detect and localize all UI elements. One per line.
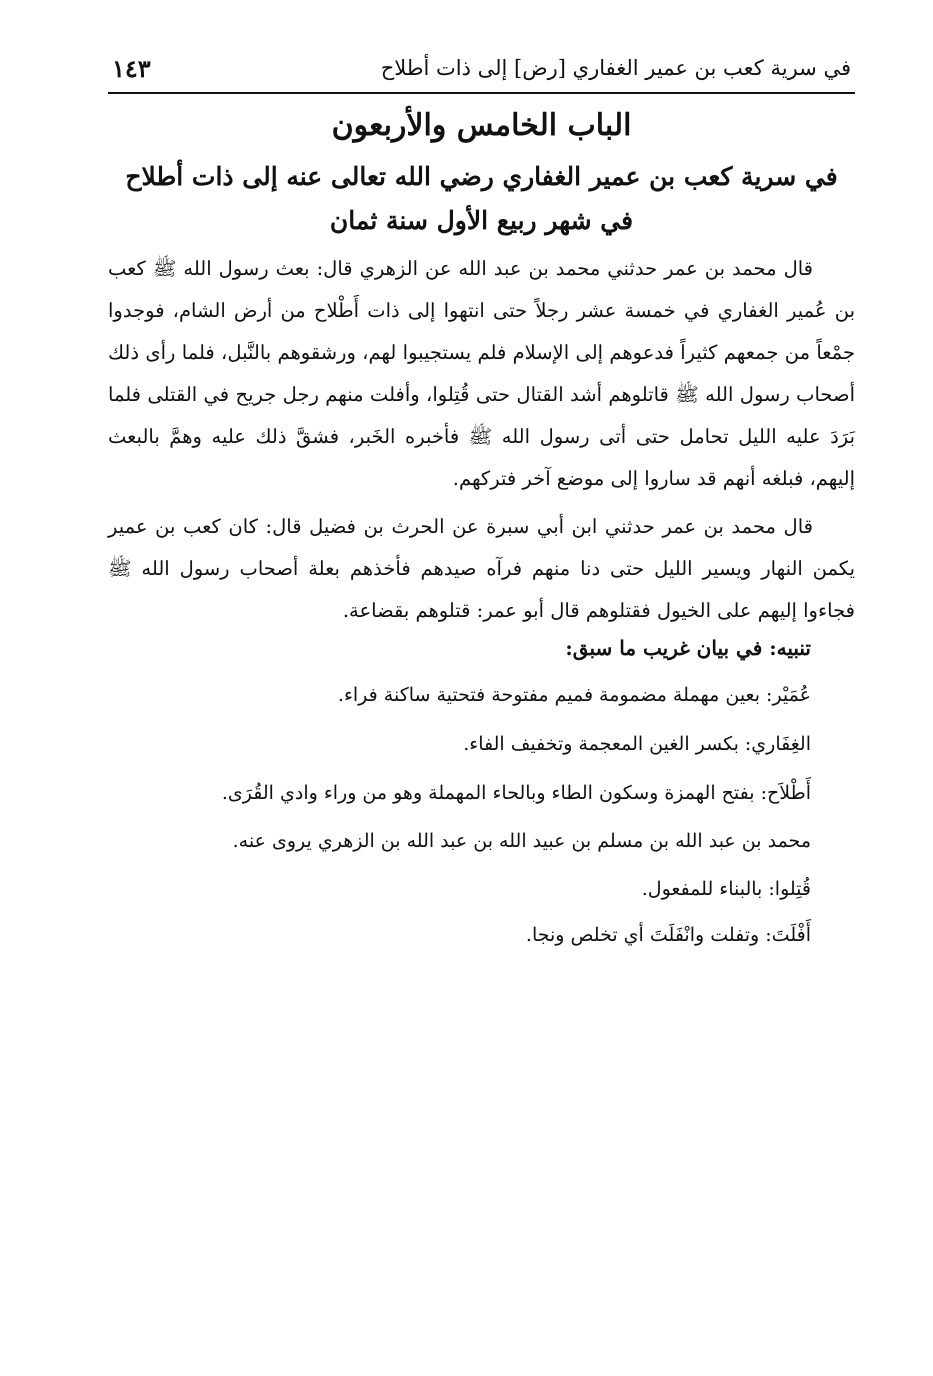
- gloss-entry: [108, 924, 811, 946]
- gloss-term: أَطْلاَح:: [760, 782, 811, 804]
- gloss-text: بعين مهملة مضمومة فميم مفتوحة فتحتية ساكنة فراء.: [337, 684, 767, 706]
- gloss-entry: [108, 684, 811, 706]
- body-paragraph-1: قال محمد بن عمر حدثني محمد بن عبد الله عن الزهري قال: بعث رسول الله ﷺ كعب بن عُمير الغفاري في خمسة عشر رجلاً حتى انتهوا إلى ذات أَطْلاح من أرض الشام، فوجدوا جمْعاً من جمعهم كثيراً فدعوهم إلى الإسلام فلم يستجيبوا لهم، ورشقوهم بالنَّبل، فلما رأى ذلك أصحاب رسول الله ﷺ قاتلوهم أشد القتال حتى قُتِلوا، وأفلت منهم رجل جريح في القتلى فلما بَرَدَ عليه الليل تحامل حتى أتى رسول الله ﷺ فأخبره الخَبر، فشقَّ ذلك عليه وهمَّ بالبعث إليهم، فبلغه أنهم قد ساروا إلى موضع آخر فتركهم.: [108, 257, 855, 490]
- gloss-entry: [108, 733, 811, 755]
- running-header: [108, 54, 855, 94]
- gloss-term: الغِفَاري:: [744, 733, 811, 755]
- gloss-term: أَفْلَتَ:: [765, 924, 811, 946]
- notes-heading: تنبيه: في بيان غريب ما سبق:: [565, 636, 811, 660]
- chapter-subtitle-line1: في سرية كعب بن عمير الغفاري رضي الله تعالى عنه إلى ذات أطلاح: [125, 162, 838, 191]
- gloss-text: بالبناء للمفعول.: [641, 878, 769, 900]
- gloss-entry: [108, 782, 811, 804]
- running-title: في سرية كعب بن عمير الغفاري [رض] إلى ذات أطلاح: [380, 56, 851, 80]
- chapter-subtitle-line2: في شهر ربيع الأول سنة ثمان: [329, 206, 634, 235]
- gloss-term: عُمَيْر:: [766, 684, 811, 706]
- gloss-text: محمد بن عبد الله بن مسلم بن عبيد الله بن عبد الله بن الزهري يروى عنه.: [232, 830, 811, 852]
- gloss-entry: [108, 878, 811, 900]
- gloss-entry: [108, 830, 811, 852]
- gloss-term: قُتِلوا:: [768, 878, 811, 900]
- gloss-text: بكسر الغين المعجمة وتخفيف الفاء.: [463, 733, 745, 755]
- chapter-title: الباب الخامس والأربعون: [331, 108, 632, 143]
- gloss-text: بفتح الهمزة وسكون الطاء وبالحاء المهملة وهو من وراء وادي القُرَى.: [221, 782, 761, 804]
- page-number: ١٤٣: [112, 54, 151, 83]
- body-paragraph-2: قال محمد بن عمر حدثني ابن أبي سبرة عن الحرث بن فضيل قال: كان كعب بن عمير يكمن النهار ويسير الليل حتى دنا منهم فرآه صيدهم فأخذهم بعلة أصحاب رسول الله ﷺ فجاءوا إليهم على الخيول فقتلوهم قال أبو عمر: قتلوهم بقضاعة.: [108, 515, 855, 622]
- gloss-text: وتفلت وانْفَلَتَ أي تخلص ونجا.: [525, 924, 766, 946]
